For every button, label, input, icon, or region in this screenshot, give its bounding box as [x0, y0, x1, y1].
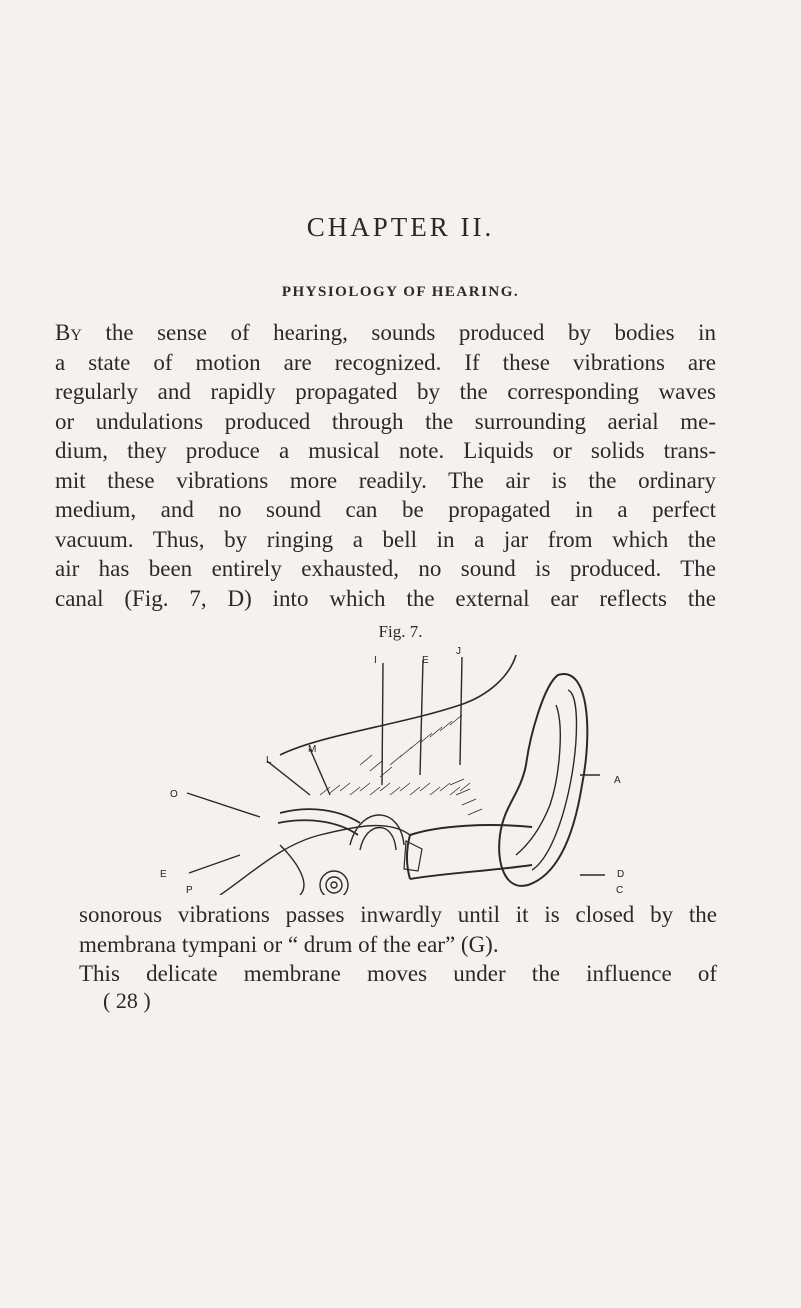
text-line: This delicate membrane moves under the influence of — [79, 961, 717, 986]
ear-anatomy-illustration — [160, 645, 640, 895]
figure-label-e-top: E — [422, 655, 429, 666]
figure-label-o: O — [170, 789, 178, 800]
text-line: a state of motion are recognized. If these vibrations are — [55, 349, 716, 375]
section-title: PHYSIOLOGY OF HEARING. — [281, 284, 520, 300]
page-number: ( 28 ) — [103, 988, 151, 1013]
ear-anatomy-figure — [160, 645, 640, 895]
figure-label-p: P — [186, 885, 193, 895]
body-paragraph-2 — [79, 900, 717, 989]
figure-label-d: D — [617, 869, 625, 880]
text-line: By the sense of hearing, sounds produced by bodies in — [55, 320, 716, 345]
text-line: air has been entirely exhausted, no sound is produced. The — [55, 556, 716, 581]
text-line: or undulations produced through the surrounding aerial me- — [55, 408, 716, 434]
figure-label-c: C — [616, 885, 624, 895]
text-line: sonorous vibrations passes inwardly until it is closed by the — [79, 902, 717, 927]
body-paragraph-1 — [55, 318, 716, 613]
figure-label-i: I — [374, 655, 377, 666]
text-line: medium, and no sound can be propagated in a perfect — [55, 497, 716, 522]
figure-label-m: M — [308, 744, 317, 755]
figure-label-j: J — [456, 646, 461, 657]
text-line: dium, they produce a musical note. Liquids or solids trans- — [55, 438, 716, 463]
text-line: membrana tympani or “ drum of the ear” (G). — [79, 931, 499, 957]
chapter-title: CHAPTER II. — [306, 212, 495, 242]
text-line: vacuum. Thus, by ringing a bell in a jar from which the — [55, 526, 716, 552]
text-line: mit these vibrations more readily. The air is the ordinary — [55, 467, 716, 493]
figure-label-l: L — [266, 755, 272, 766]
figure-caption: Fig. 7. — [378, 622, 423, 641]
text-line: regularly and rapidly propagated by the corresponding waves — [55, 379, 716, 404]
lead-word: By — [55, 320, 82, 345]
figure-label-a: A — [614, 775, 621, 786]
figure-label-e-left: E — [160, 869, 167, 880]
text-line: canal (Fig. 7, D) into which the external ear reflects the — [55, 585, 716, 611]
